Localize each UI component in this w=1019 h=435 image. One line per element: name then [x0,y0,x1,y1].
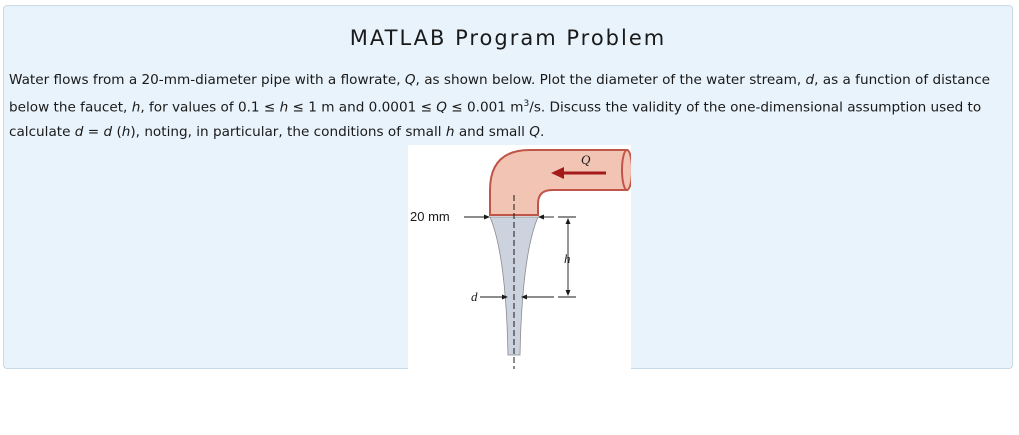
text-segment: ), noting, in particular, the conditions of small [130,123,446,140]
symbol-h: h [279,99,289,116]
symbol-h: h [445,123,455,140]
text-segment: ( [112,123,122,140]
faucet-diagram [408,145,631,369]
pipe-elbow [490,150,627,215]
superscript: 3 [523,99,530,109]
text-segment: , as a function of distance below the faucet, [9,72,991,116]
text-segment: = [83,123,104,140]
symbol-d: d [103,123,113,140]
text-segment: ≤ 1 m and 0.0001 ≤ [288,99,437,116]
symbol-q: Q [436,99,447,116]
text-segment: ≤ 0.001 m [446,99,524,116]
text-segment: /s. Discuss the validity of the one-dimensional assumption used to calculate [9,99,982,140]
height-arrowhead-top [566,218,571,224]
pipe-end [622,150,631,190]
height-label: h [564,251,571,266]
height-arrowhead-bottom [566,290,571,296]
stream-diameter-label: d [471,289,478,304]
problem-statement [9,68,1009,144]
diameter-label: 20 mm [410,209,450,224]
symbol-d: d [74,123,84,140]
symbol-q: Q [529,123,540,140]
flow-label: Q [581,152,591,167]
text-segment: . [539,123,545,140]
symbol-h: h [121,123,131,140]
symbol-d: d [805,72,815,88]
text-segment: Water flows from a 20-mm-diameter pipe with a flowrate, [9,72,405,88]
page-title: MATLAB Program Problem [349,26,667,50]
text-segment: , for values of 0.1 ≤ [140,99,280,116]
symbol-h: h [131,99,141,116]
text-segment: and small [454,123,530,140]
faucet-figure [408,145,631,369]
symbol-q: Q [404,72,416,88]
text-segment: , as shown below. Plot the diameter of the water stream, [415,72,806,88]
